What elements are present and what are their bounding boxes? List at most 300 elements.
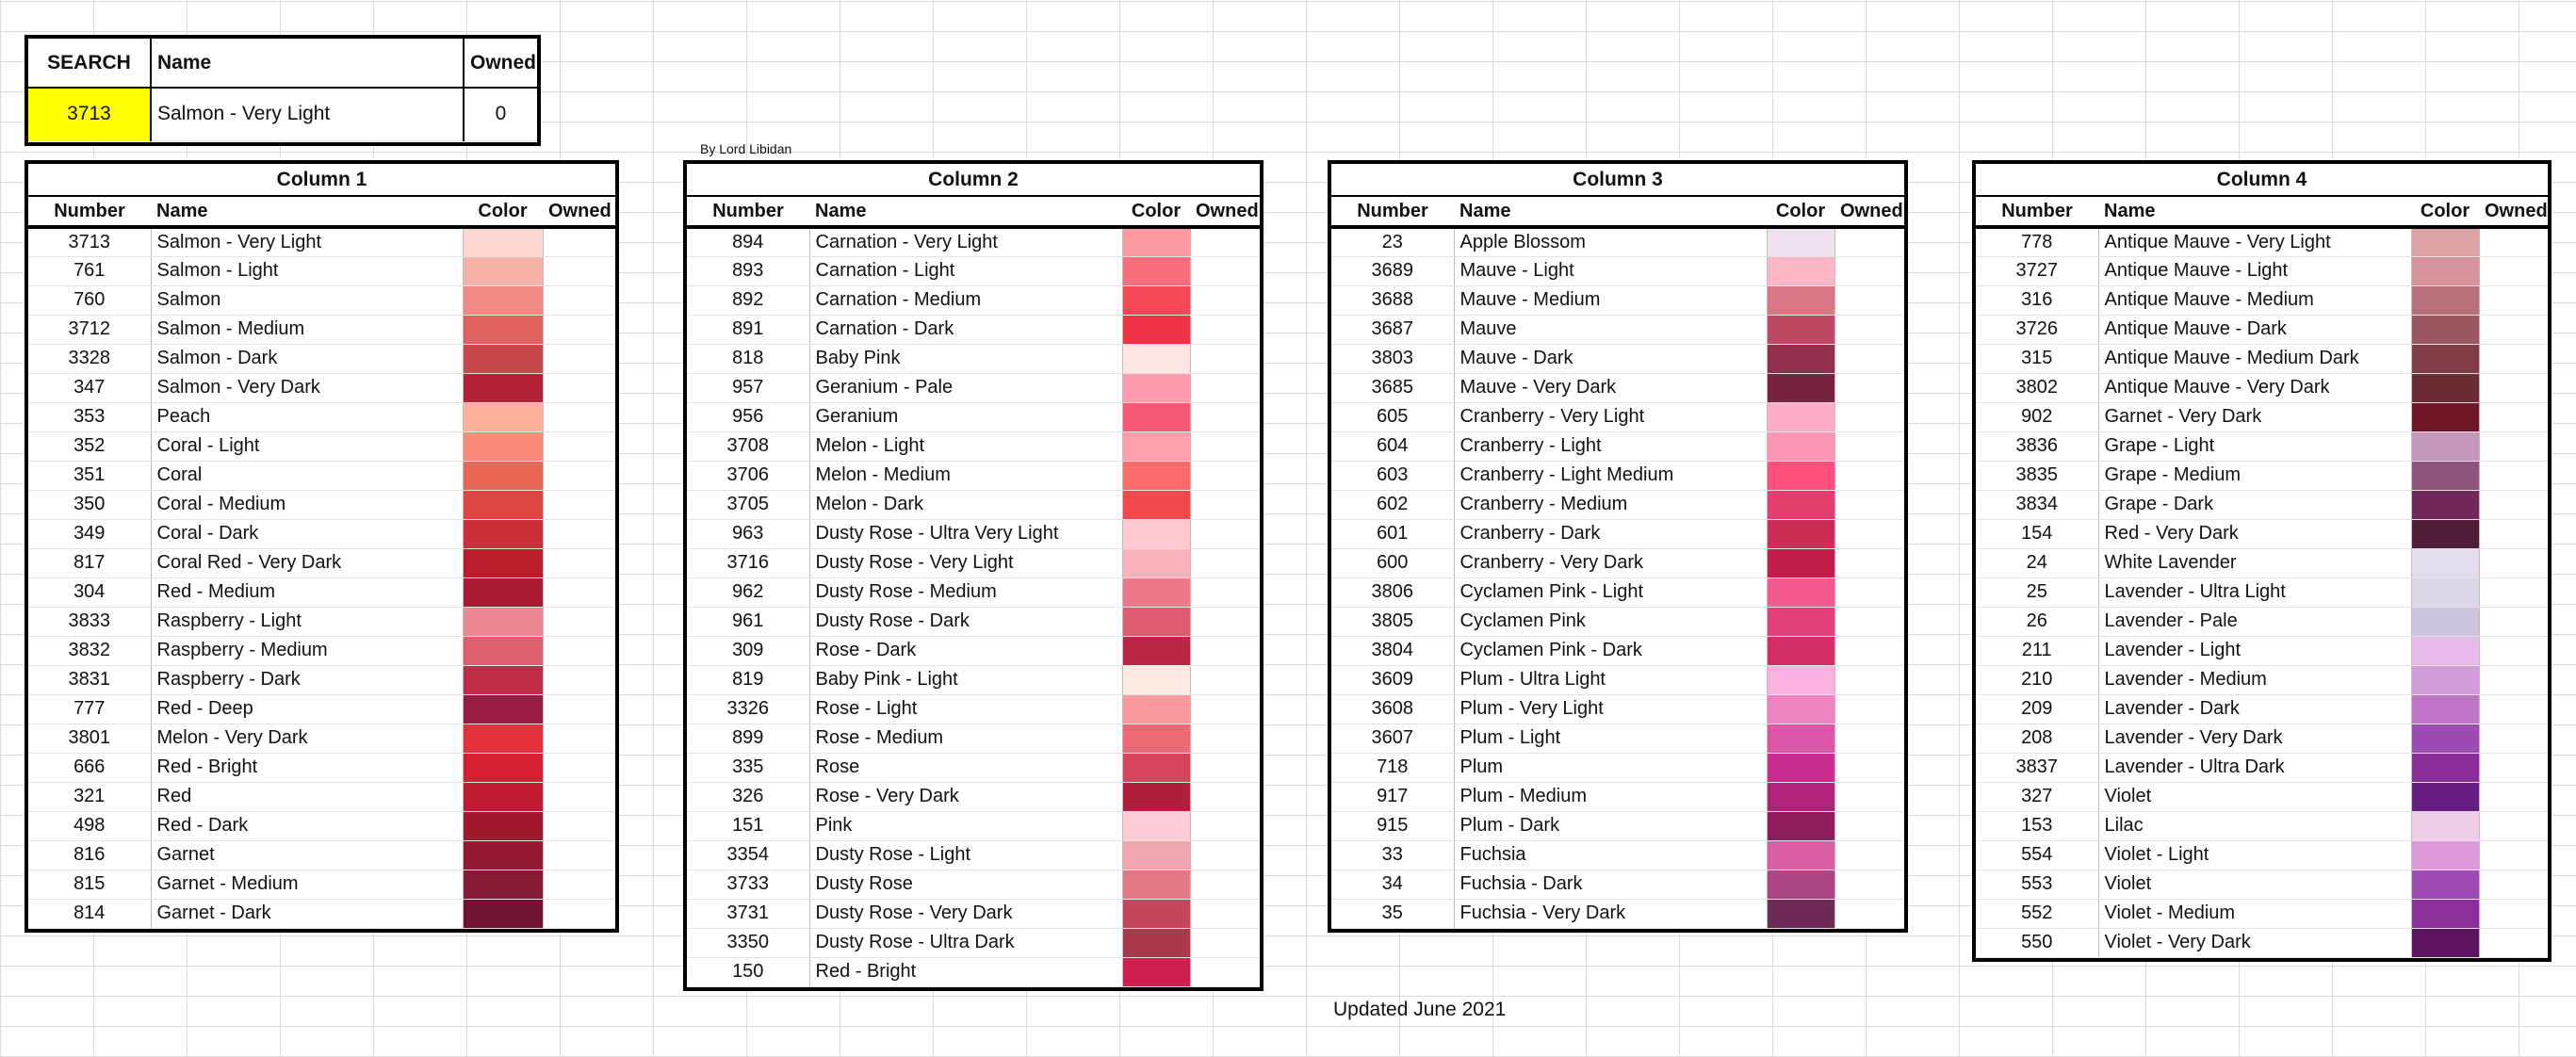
thread-name: Melon - Medium	[809, 461, 1122, 490]
thread-name: Garnet - Medium	[151, 870, 463, 899]
thread-number: 956	[687, 402, 809, 431]
column-title: Column 2	[687, 164, 1260, 196]
table-row	[687, 636, 1260, 665]
thread-number: 315	[1976, 344, 2098, 373]
thread-name: Red - Very Dark	[2098, 519, 2411, 548]
thread-number: 35	[1331, 899, 1454, 928]
thread-number: 816	[28, 840, 151, 870]
owned-cell[interactable]	[1190, 490, 1260, 519]
thread-name: Antique Mauve - Light	[2098, 256, 2411, 285]
table-row	[28, 256, 615, 285]
color-swatch	[2411, 753, 2479, 782]
color-header: Color	[1122, 196, 1190, 227]
thread-name: Raspberry - Medium	[151, 636, 463, 665]
owned-cell[interactable]	[1834, 577, 1904, 607]
thread-name: Cranberry - Very Light	[1454, 402, 1767, 431]
owned-cell[interactable]	[1190, 519, 1260, 548]
owned-cell[interactable]	[543, 636, 615, 665]
color-swatch	[1767, 636, 1834, 665]
thread-number: 3803	[1331, 344, 1454, 373]
table-row	[28, 899, 615, 928]
thread-name: Dusty Rose - Medium	[809, 577, 1122, 607]
thread-number: 353	[28, 402, 151, 431]
color-swatch	[463, 811, 543, 840]
owned-cell[interactable]	[1190, 373, 1260, 402]
thread-number: 209	[1976, 694, 2098, 724]
table-row	[1331, 811, 1904, 840]
owned-cell[interactable]	[2479, 782, 2548, 811]
thread-number: 3687	[1331, 315, 1454, 344]
table-row	[1976, 344, 2548, 373]
thread-number: 814	[28, 899, 151, 928]
color-swatch	[1122, 227, 1190, 256]
owned-cell[interactable]	[2479, 490, 2548, 519]
thread-number: 3802	[1976, 373, 2098, 402]
thread-number: 553	[1976, 870, 2098, 899]
owned-cell[interactable]	[543, 665, 615, 694]
owned-cell[interactable]	[2479, 899, 2548, 928]
thread-number: 778	[1976, 227, 2098, 256]
owned-cell[interactable]	[2479, 607, 2548, 636]
owned-header: Owned	[2479, 196, 2548, 227]
table-row	[28, 519, 615, 548]
owned-cell[interactable]	[1834, 315, 1904, 344]
thread-name: Dusty Rose - Very Dark	[809, 899, 1122, 928]
owned-cell[interactable]	[1834, 753, 1904, 782]
table-row	[28, 811, 615, 840]
color-swatch	[1767, 227, 1834, 256]
thread-number: 3731	[687, 899, 809, 928]
owned-cell[interactable]	[2479, 256, 2548, 285]
thread-name: Carnation - Very Light	[809, 227, 1122, 256]
table-row	[28, 402, 615, 431]
owned-cell[interactable]	[1834, 811, 1904, 840]
owned-cell[interactable]	[1834, 431, 1904, 461]
owned-cell[interactable]	[1834, 373, 1904, 402]
color-swatch	[463, 490, 543, 519]
owned-cell[interactable]	[1190, 665, 1260, 694]
owned-cell[interactable]	[543, 315, 615, 344]
owned-cell[interactable]	[1190, 402, 1260, 431]
color-swatch	[1122, 490, 1190, 519]
color-swatch	[1767, 577, 1834, 607]
owned-cell[interactable]	[1834, 256, 1904, 285]
color-swatch	[463, 899, 543, 928]
color-swatch	[463, 256, 543, 285]
table-row	[687, 694, 1260, 724]
thread-name: Plum	[1454, 753, 1767, 782]
column-4-table	[1972, 160, 2552, 962]
table-row	[28, 840, 615, 870]
owned-cell[interactable]	[543, 870, 615, 899]
owned-cell[interactable]	[1834, 344, 1904, 373]
owned-cell[interactable]	[1834, 490, 1904, 519]
thread-number: 347	[28, 373, 151, 402]
color-swatch	[463, 840, 543, 870]
color-swatch	[1122, 694, 1190, 724]
table-row	[1331, 840, 1904, 870]
search-result-owned[interactable]: 0	[464, 88, 537, 140]
color-swatch	[1122, 870, 1190, 899]
color-swatch	[2411, 285, 2479, 315]
owned-cell[interactable]	[543, 782, 615, 811]
owned-cell[interactable]	[543, 373, 615, 402]
column-2-table	[683, 160, 1264, 991]
thread-number: 321	[28, 782, 151, 811]
owned-cell[interactable]	[1834, 227, 1904, 256]
table-row	[687, 256, 1260, 285]
table-row	[28, 490, 615, 519]
owned-cell[interactable]	[543, 490, 615, 519]
thread-number: 3835	[1976, 461, 2098, 490]
thread-name: Red - Bright	[809, 957, 1122, 986]
table-row	[1331, 899, 1904, 928]
table-row	[1331, 461, 1904, 490]
thread-number: 603	[1331, 461, 1454, 490]
color-swatch	[1122, 811, 1190, 840]
owned-cell[interactable]	[543, 227, 615, 256]
color-swatch	[2411, 431, 2479, 461]
thread-name: Raspberry - Dark	[151, 665, 463, 694]
color-swatch	[1122, 344, 1190, 373]
owned-cell[interactable]	[2479, 315, 2548, 344]
table-row	[687, 315, 1260, 344]
thread-number: 210	[1976, 665, 2098, 694]
thread-name: Red - Bright	[151, 753, 463, 782]
owned-cell[interactable]	[1834, 870, 1904, 899]
table-row	[1331, 607, 1904, 636]
thread-number: 3833	[28, 607, 151, 636]
thread-name: Red - Medium	[151, 577, 463, 607]
owned-cell[interactable]	[1834, 402, 1904, 431]
thread-name: Violet	[2098, 782, 2411, 811]
thread-number: 3713	[28, 227, 151, 256]
thread-name: Lavender - Pale	[2098, 607, 2411, 636]
color-swatch	[1767, 607, 1834, 636]
owned-cell[interactable]	[543, 519, 615, 548]
thread-name: Plum - Dark	[1454, 811, 1767, 840]
thread-number: 351	[28, 461, 151, 490]
thread-name: Plum - Medium	[1454, 782, 1767, 811]
owned-header: Owned	[543, 196, 615, 227]
owned-cell[interactable]	[2479, 285, 2548, 315]
owned-cell[interactable]	[543, 899, 615, 928]
owned-cell[interactable]	[1190, 782, 1260, 811]
owned-cell[interactable]	[1190, 694, 1260, 724]
table-row	[1331, 636, 1904, 665]
owned-cell[interactable]	[1190, 811, 1260, 840]
thread-name: Cranberry - Very Dark	[1454, 548, 1767, 577]
owned-cell[interactable]	[1834, 461, 1904, 490]
thread-number: 552	[1976, 899, 2098, 928]
thread-number: 309	[687, 636, 809, 665]
owned-cell[interactable]	[2479, 811, 2548, 840]
thread-name: Plum - Ultra Light	[1454, 665, 1767, 694]
thread-name: Garnet - Very Dark	[2098, 402, 2411, 431]
table-row	[1331, 782, 1904, 811]
table-row	[1331, 490, 1904, 519]
owned-cell[interactable]	[1190, 256, 1260, 285]
thread-name: Mauve - Light	[1454, 256, 1767, 285]
owned-cell[interactable]	[1190, 636, 1260, 665]
owned-cell[interactable]	[543, 840, 615, 870]
color-swatch	[1767, 344, 1834, 373]
owned-cell[interactable]	[2479, 636, 2548, 665]
thread-number: 777	[28, 694, 151, 724]
color-swatch	[2411, 373, 2479, 402]
thread-name: Antique Mauve - Medium	[2098, 285, 2411, 315]
table-row	[1331, 724, 1904, 753]
color-swatch	[1767, 811, 1834, 840]
table-row	[1331, 548, 1904, 577]
owned-cell[interactable]	[1190, 724, 1260, 753]
color-swatch	[2411, 928, 2479, 957]
color-swatch	[1122, 665, 1190, 694]
owned-cell[interactable]	[1190, 957, 1260, 986]
owned-cell[interactable]	[1190, 607, 1260, 636]
owned-cell[interactable]	[1834, 519, 1904, 548]
table-row	[1331, 519, 1904, 548]
thread-name: Mauve	[1454, 315, 1767, 344]
owned-cell[interactable]	[2479, 519, 2548, 548]
thread-name: Salmon - Very Light	[151, 227, 463, 256]
color-swatch	[1122, 577, 1190, 607]
owned-cell[interactable]	[2479, 694, 2548, 724]
table-row	[687, 870, 1260, 899]
owned-cell[interactable]	[2479, 840, 2548, 870]
table-row	[1976, 490, 2548, 519]
thread-name: Red - Dark	[151, 811, 463, 840]
thread-name: Plum - Light	[1454, 724, 1767, 753]
thread-name: Violet	[2098, 870, 2411, 899]
owned-cell[interactable]	[543, 344, 615, 373]
table-row	[1331, 577, 1904, 607]
thread-name: Carnation - Medium	[809, 285, 1122, 315]
thread-number: 3831	[28, 665, 151, 694]
search-input[interactable]: 3713	[28, 88, 151, 140]
thread-number: 3832	[28, 636, 151, 665]
name-header: Name	[151, 196, 463, 227]
table-row	[1976, 461, 2548, 490]
owned-cell[interactable]	[543, 548, 615, 577]
owned-cell[interactable]	[2479, 928, 2548, 957]
color-swatch	[2411, 811, 2479, 840]
search-owned-header: Owned	[464, 39, 537, 88]
thread-number: 917	[1331, 782, 1454, 811]
thread-number: 335	[687, 753, 809, 782]
owned-cell[interactable]	[543, 431, 615, 461]
color-swatch	[1767, 461, 1834, 490]
owned-cell[interactable]	[2479, 402, 2548, 431]
thread-number: 600	[1331, 548, 1454, 577]
thread-name: Red	[151, 782, 463, 811]
table-row	[1331, 315, 1904, 344]
thread-number: 3609	[1331, 665, 1454, 694]
color-swatch	[1767, 870, 1834, 899]
owned-cell[interactable]	[2479, 548, 2548, 577]
color-swatch	[2411, 402, 2479, 431]
table-row	[1976, 519, 2548, 548]
owned-cell[interactable]	[1190, 315, 1260, 344]
thread-name: Cranberry - Light	[1454, 431, 1767, 461]
owned-cell[interactable]	[543, 724, 615, 753]
color-swatch	[1767, 665, 1834, 694]
color-swatch	[1767, 519, 1834, 548]
thread-name: Raspberry - Light	[151, 607, 463, 636]
owned-cell[interactable]	[1190, 344, 1260, 373]
owned-cell[interactable]	[543, 694, 615, 724]
owned-cell[interactable]	[1190, 899, 1260, 928]
thread-number: 3837	[1976, 753, 2098, 782]
owned-cell[interactable]	[543, 577, 615, 607]
color-swatch	[1767, 753, 1834, 782]
color-swatch	[2411, 315, 2479, 344]
thread-name: Dusty Rose - Ultra Very Light	[809, 519, 1122, 548]
color-swatch	[463, 227, 543, 256]
owned-cell[interactable]	[543, 607, 615, 636]
table-row	[1976, 402, 2548, 431]
thread-name: Violet - Light	[2098, 840, 2411, 870]
owned-cell[interactable]	[2479, 665, 2548, 694]
color-swatch	[463, 577, 543, 607]
color-swatch	[2411, 665, 2479, 694]
thread-name: Mauve - Very Dark	[1454, 373, 1767, 402]
table-row	[28, 665, 615, 694]
column-title: Column 4	[1976, 164, 2548, 196]
owned-cell[interactable]	[543, 402, 615, 431]
owned-cell[interactable]	[2479, 344, 2548, 373]
color-swatch	[463, 724, 543, 753]
table-row	[1976, 315, 2548, 344]
owned-cell[interactable]	[543, 256, 615, 285]
color-swatch	[1767, 431, 1834, 461]
owned-cell[interactable]	[1834, 548, 1904, 577]
owned-cell[interactable]	[2479, 227, 2548, 256]
thread-number: 554	[1976, 840, 2098, 870]
updated-note: Updated June 2021	[1333, 999, 1507, 1020]
table-row	[1976, 753, 2548, 782]
thread-name: Apple Blossom	[1454, 227, 1767, 256]
owned-cell[interactable]	[2479, 577, 2548, 607]
thread-number: 3726	[1976, 315, 2098, 344]
thread-number: 150	[687, 957, 809, 986]
table-row	[687, 373, 1260, 402]
table-row	[1976, 811, 2548, 840]
name-header: Name	[1454, 196, 1767, 227]
owned-cell[interactable]	[1190, 753, 1260, 782]
thread-number: 961	[687, 607, 809, 636]
thread-number: 3350	[687, 928, 809, 957]
owned-cell[interactable]	[1190, 548, 1260, 577]
table-row	[1976, 227, 2548, 256]
thread-number: 817	[28, 548, 151, 577]
owned-cell[interactable]	[1190, 928, 1260, 957]
owned-cell[interactable]	[543, 285, 615, 315]
owned-cell[interactable]	[1834, 636, 1904, 665]
color-swatch	[1767, 315, 1834, 344]
owned-cell[interactable]	[1834, 840, 1904, 870]
owned-cell[interactable]	[1834, 285, 1904, 315]
owned-cell[interactable]	[543, 461, 615, 490]
color-swatch	[463, 285, 543, 315]
table-row	[28, 577, 615, 607]
color-swatch	[1122, 636, 1190, 665]
color-swatch	[1767, 724, 1834, 753]
owned-cell[interactable]	[1834, 607, 1904, 636]
owned-cell[interactable]	[2479, 431, 2548, 461]
color-swatch	[1122, 373, 1190, 402]
owned-cell[interactable]	[1834, 782, 1904, 811]
color-swatch	[2411, 548, 2479, 577]
thread-number: 3836	[1976, 431, 2098, 461]
thread-number: 3354	[687, 840, 809, 870]
thread-number: 3801	[28, 724, 151, 753]
color-swatch	[463, 870, 543, 899]
owned-cell[interactable]	[1190, 577, 1260, 607]
owned-cell[interactable]	[543, 811, 615, 840]
thread-name: Dusty Rose	[809, 870, 1122, 899]
owned-cell[interactable]	[2479, 724, 2548, 753]
owned-cell[interactable]	[2479, 753, 2548, 782]
thread-name: Lavender - Medium	[2098, 665, 2411, 694]
thread-name: Cranberry - Dark	[1454, 519, 1767, 548]
column-title: Column 3	[1331, 164, 1904, 196]
color-swatch	[2411, 724, 2479, 753]
owned-header: Owned	[1190, 196, 1260, 227]
thread-name: Melon - Dark	[809, 490, 1122, 519]
owned-cell[interactable]	[2479, 461, 2548, 490]
owned-cell[interactable]	[2479, 870, 2548, 899]
table-row	[1976, 724, 2548, 753]
table-row	[687, 899, 1260, 928]
color-swatch	[463, 782, 543, 811]
table-row	[1976, 694, 2548, 724]
owned-cell[interactable]	[1190, 870, 1260, 899]
owned-cell[interactable]	[1834, 899, 1904, 928]
thread-number: 3733	[687, 870, 809, 899]
thread-name: Mauve - Medium	[1454, 285, 1767, 315]
owned-cell[interactable]	[1190, 461, 1260, 490]
table-row	[1976, 782, 2548, 811]
owned-cell[interactable]	[1190, 285, 1260, 315]
owned-cell[interactable]	[1190, 431, 1260, 461]
owned-cell[interactable]	[1190, 227, 1260, 256]
owned-cell[interactable]	[1834, 694, 1904, 724]
color-swatch	[463, 636, 543, 665]
table-row	[687, 811, 1260, 840]
number-header: Number	[1976, 196, 2098, 227]
table-row	[687, 607, 1260, 636]
table-row	[1331, 665, 1904, 694]
search-panel	[24, 35, 541, 146]
table-row	[1976, 636, 2548, 665]
owned-cell[interactable]	[1834, 665, 1904, 694]
owned-cell[interactable]	[1190, 840, 1260, 870]
thread-name: Mauve - Dark	[1454, 344, 1767, 373]
color-swatch	[1122, 315, 1190, 344]
table-row	[1331, 694, 1904, 724]
owned-cell[interactable]	[543, 753, 615, 782]
owned-cell[interactable]	[2479, 373, 2548, 402]
thread-name: Coral Red - Very Dark	[151, 548, 463, 577]
thread-number: 3727	[1976, 256, 2098, 285]
table-row	[687, 957, 1260, 986]
credit-text: By Lord Libidan	[700, 141, 792, 156]
color-swatch	[2411, 256, 2479, 285]
thread-name: Fuchsia - Dark	[1454, 870, 1767, 899]
owned-cell[interactable]	[1834, 724, 1904, 753]
thread-number: 211	[1976, 636, 2098, 665]
